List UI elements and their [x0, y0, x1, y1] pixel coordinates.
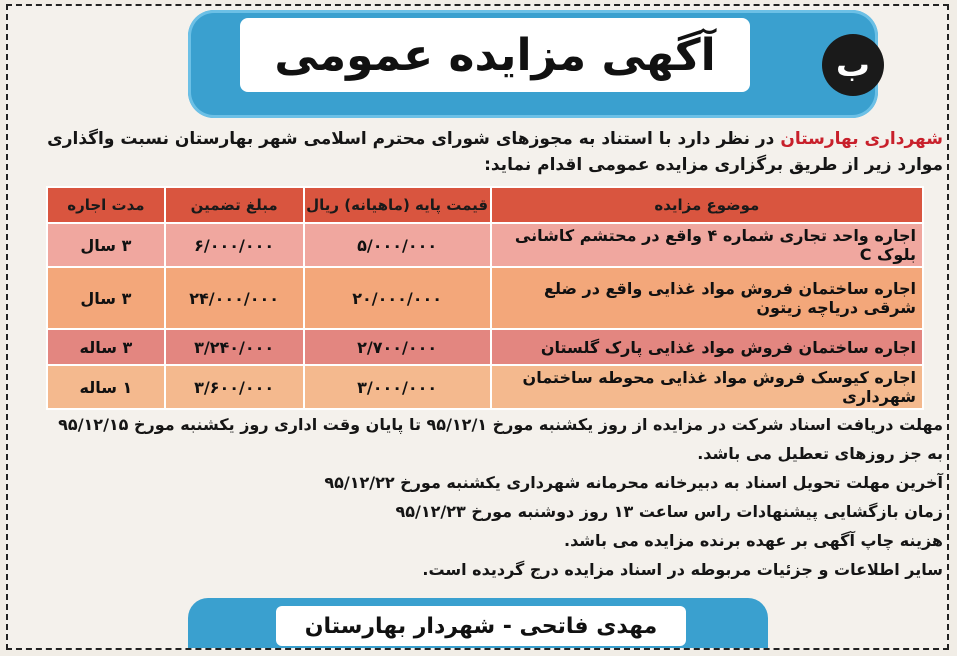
note-line: سایر اطلاعات و جزئیات مربوطه در اسناد مزایده درج گردیده است. [422, 560, 943, 579]
note-line: آخرین مهلت تحویل اسناد به دبیرخانه محرمانه شهرداری یکشنبه مورخ ۹۵/۱۲/۲۲ [324, 473, 943, 492]
logo-icon [822, 34, 884, 96]
note-line: زمان بازگشایی پیشنهادات راس ساعت ۱۳ روز دوشنبه مورخ ۹۵/۱۲/۲۳ [395, 502, 943, 521]
row-guarantee: ۳/۲۴۰/۰۰۰ [165, 329, 304, 365]
row-duration: ۳ سال [47, 223, 165, 267]
header-duration: مدت اجاره [47, 187, 165, 223]
row-base-price: ۲/۷۰۰/۰۰۰ [304, 329, 491, 365]
row-subject: اجاره کیوسک فروش مواد غذایی محوطه ساختمان شهرداری [491, 365, 923, 409]
table-header-row [47, 187, 923, 223]
table-row [47, 267, 923, 329]
municipality-name: شهرداری بهارستان [780, 129, 943, 149]
page-title: آگهی مزایده عمومی [274, 29, 716, 81]
header-base-price: قیمت پایه (ماهیانه) ریال [304, 187, 491, 223]
row-duration: ۳ ساله [47, 329, 165, 365]
table-row [47, 329, 923, 365]
header-guarantee: مبلغ تضمین [165, 187, 304, 223]
table-row [47, 365, 923, 409]
row-guarantee: ۲۴/۰۰۰/۰۰۰ [165, 267, 304, 329]
logo-text: ب [835, 45, 871, 85]
signature: مهدی فاتحی - شهردار بهارستان [304, 613, 658, 639]
intro-text: در نظر دارد با استناد به مجوزهای شورای محترم اسلامی شهر بهارستان نسبت واگذاری موارد زیر از طریق برگزاری مزایده عمومی اقدام نماید: [47, 129, 943, 175]
header-subject: موضوع مزایده [491, 187, 923, 223]
title-box [240, 18, 750, 92]
note-line: مهلت دریافت اسناد شرکت در مزایده از روز یکشنبه مورخ ۹۵/۱۲/۱ تا پایان وقت اداری روز یکشنبه مورخ ۹۵/۱۲/۱۵ [58, 415, 943, 434]
signature-box [276, 606, 686, 646]
row-guarantee: ۳/۶۰۰/۰۰۰ [165, 365, 304, 409]
row-subject: اجاره ساختمان فروش مواد غذایی پارک گلستان [491, 329, 923, 365]
row-base-price: ۳/۰۰۰/۰۰۰ [304, 365, 491, 409]
note-line: هزینه چاپ آگهی بر عهده برنده مزایده می باشد. [563, 531, 943, 550]
intro-paragraph [23, 126, 943, 178]
auction-table [46, 186, 924, 410]
row-subject: اجاره ساختمان فروش مواد غذایی واقع در ضلع شرقی دریاچه زیتون [491, 267, 923, 329]
row-guarantee: ۶/۰۰۰/۰۰۰ [165, 223, 304, 267]
row-subject: اجاره واحد تجاری شماره ۴ واقع در محتشم کاشانی بلوک C [491, 223, 923, 267]
note-line: به جز روزهای تعطیل می باشد. [697, 444, 943, 463]
row-duration: ۳ سال [47, 267, 165, 329]
table-row [47, 223, 923, 267]
row-base-price: ۵/۰۰۰/۰۰۰ [304, 223, 491, 267]
row-base-price: ۲۰/۰۰۰/۰۰۰ [304, 267, 491, 329]
row-duration: ۱ ساله [47, 365, 165, 409]
notes-section [23, 410, 943, 584]
